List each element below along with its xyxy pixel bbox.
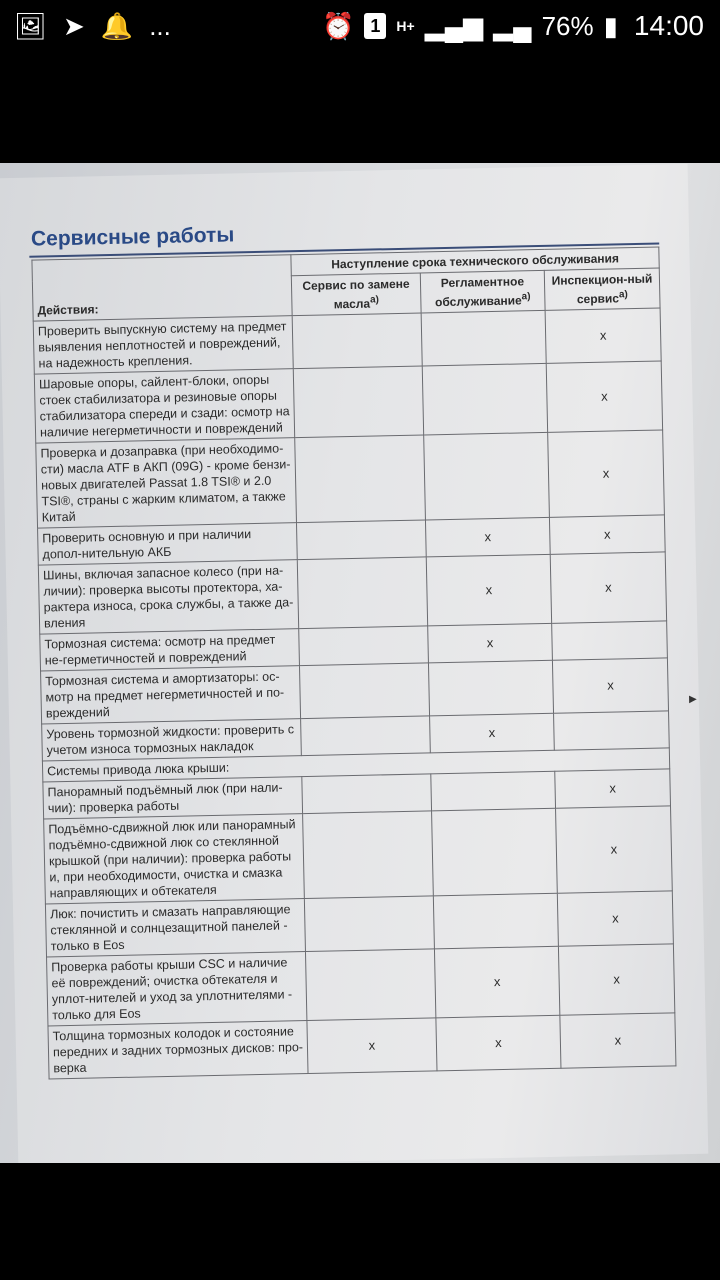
alarm-icon: ⏰	[322, 11, 355, 41]
battery-icon: ▮	[603, 10, 618, 41]
actions-header: Действия:	[32, 255, 292, 321]
oil-service-cell	[301, 716, 430, 756]
action-cell: Уровень тормозной жидкости: проверить с учетом износа тормозных накладок	[42, 719, 302, 761]
inspection-service-header: Инспекцион-ный сервис$^{a)}$	[544, 268, 660, 310]
oil-service-cell	[302, 774, 431, 814]
regular-service-cell: x	[434, 946, 560, 1018]
oil-service-cell	[303, 811, 433, 899]
inspection-service-cell: x	[559, 944, 675, 1015]
action-cell: Панорамный подъёмный люк (при нали-чии): проверка работы	[43, 777, 303, 819]
oil-service-cell: x	[307, 1018, 437, 1074]
signal-icon: ▂▄▆	[424, 11, 484, 41]
regular-service-cell: x	[428, 623, 553, 663]
action-cell: Проверка работы крыши CSC и наличие её повреждений; очистка обтекателя и уплот-нителей и уход за уплотнителями - только для Eos	[47, 952, 308, 1026]
table-row	[36, 430, 665, 528]
oil-service-cell	[300, 663, 430, 719]
more-icon: ...	[149, 11, 171, 41]
network-type: H+	[396, 18, 415, 34]
inspection-service-cell: x	[546, 361, 662, 432]
oil-service-cell	[293, 366, 423, 438]
inspection-service-cell: x	[560, 1013, 676, 1068]
regular-service-cell	[433, 893, 558, 949]
regular-service-cell: x	[436, 1015, 561, 1071]
sim-badge: 1	[364, 13, 386, 39]
status-bar	[0, 0, 720, 52]
battery-percent: 76%	[541, 10, 594, 41]
image-icon: 🖼	[14, 11, 48, 41]
action-cell: Проверить основную и при наличии допол-нительную АКБ	[38, 523, 298, 565]
action-cell: Подъёмно-сдвижной люк или панорамный подъёмно-сдвижной люк со стеклянной крышкой (при наличии): проверка работы и, при необходимости, очистка и смазка направляющих и обтекателя	[44, 814, 305, 904]
roof-section	[42, 748, 674, 1026]
inspection-service-cell: x	[545, 308, 661, 363]
action-cell: Толщина тормозных колодок и состояние передних и задних тормозных дисков: про-верка	[48, 1021, 308, 1079]
regular-service-cell	[431, 808, 557, 896]
group-header: Наступление срока технического обслуживания	[291, 247, 659, 276]
signal-2-icon: ▂▄	[493, 11, 532, 41]
clock: 14:00	[633, 10, 704, 41]
inspection-service-cell: x	[557, 891, 673, 946]
photo-viewer[interactable]	[0, 163, 720, 1163]
action-cell: Тормозная система: осмотр на предмет не-герметичностей и повреждений	[40, 629, 300, 671]
document-page	[0, 164, 708, 1163]
regular-service-header: Регламентное обслуживание$^{a)}$	[420, 270, 545, 313]
regular-service-cell: x	[426, 554, 552, 626]
action-cell: Проверить выпускную систему на предмет выявления неплотностей и повреждений, на надежность крепления.	[33, 316, 293, 374]
oil-service-cell	[304, 896, 434, 952]
table-row	[44, 806, 673, 904]
action-cell: Шаровые опоры, сайлент-блоки, опоры стоек стабилизатора и резиновые опоры стабилизатора спереди и сзади: осмотр на наличие негерметичности и повреждений	[34, 369, 295, 443]
regular-service-cell: x	[429, 713, 554, 753]
action-cell: Тормозная система и амортизаторы: ос-мотр на предмет негерметичностей и по-вреждений	[41, 666, 301, 724]
action-cell: Шины, включая запасное колесо (при на-личии): проверка высоты протектора, ха-рактера износа, срока службы, а также да-вления	[38, 560, 299, 634]
inspection-service-cell	[554, 711, 670, 750]
table-row	[47, 944, 675, 1026]
oil-service-cell	[299, 626, 428, 666]
oil-service-cell	[295, 435, 425, 523]
table-row	[38, 552, 666, 634]
oil-service-cell	[292, 313, 422, 369]
inspection-service-cell: x	[548, 430, 665, 517]
inspection-service-cell: x	[555, 769, 671, 808]
table-row	[34, 361, 662, 443]
action-cell: Люк: почистить и смазать направляющие стеклянной и солнцезащитной панелей - только в Eos	[45, 899, 305, 957]
regular-service-cell: x	[425, 517, 550, 557]
page-title: Сервисные работы	[30, 223, 235, 251]
oil-service-cell	[297, 520, 426, 560]
inspection-service-cell: x	[550, 552, 666, 623]
regular-service-cell	[431, 771, 556, 811]
inspection-service-cell	[552, 621, 668, 660]
section-title: Системы привода люка крыши:	[42, 748, 669, 782]
main-rows	[33, 308, 669, 761]
oil-service-header: Сервис по замене масла$^{a)}$	[291, 273, 421, 316]
action-cell: Проверка и дозаправка (при необходимо-сти) масла ATF в АКП (09G) - кроме бензи-новых двигателей Passat 1.8 TSI® и 2.0 TSI®, страны с жарким климатом, а также Китай	[36, 438, 297, 528]
telegram-icon: ➤	[63, 11, 85, 41]
regular-service-cell	[422, 363, 548, 435]
page-edge-arrow-icon: ▶	[688, 693, 697, 705]
bell-icon: 🔔	[100, 11, 134, 41]
service-table	[31, 246, 676, 1079]
oil-service-cell	[297, 557, 427, 629]
regular-service-cell	[428, 660, 553, 716]
inspection-service-cell: x	[550, 515, 666, 554]
regular-service-cell	[424, 432, 550, 520]
regular-service-cell	[421, 310, 546, 366]
inspection-service-cell: x	[556, 806, 673, 893]
inspection-service-cell: x	[553, 658, 669, 713]
oil-service-cell	[306, 949, 436, 1021]
